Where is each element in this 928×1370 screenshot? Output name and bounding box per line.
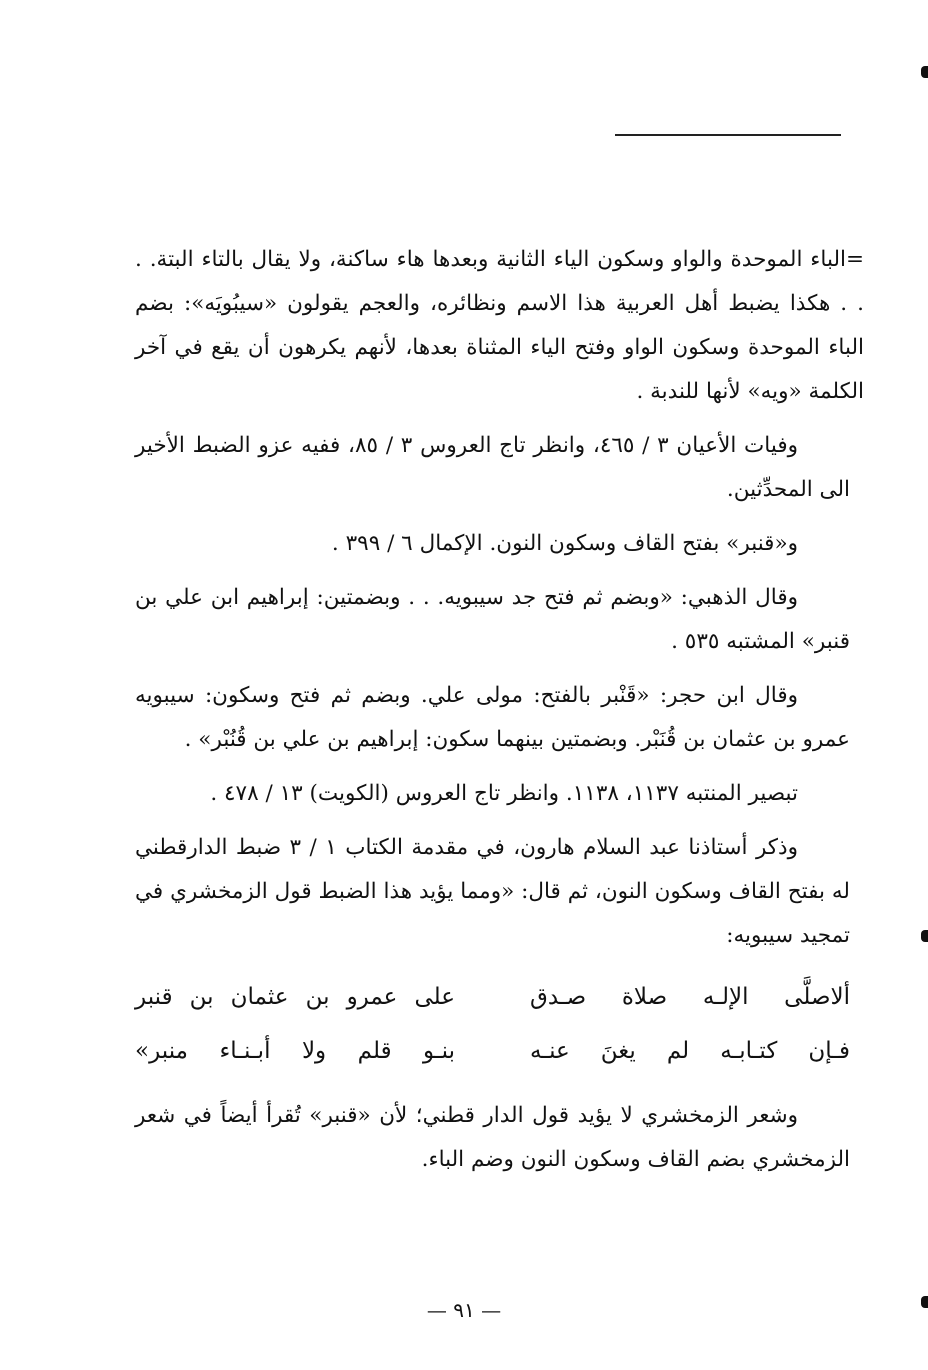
paragraph-continuation: =الباء الموحدة والواو وسكون الياء الثانية وبعدها هاء ساكنة، ولا يقال بالتاء البتة. . . . هكذا يضبط أهل العربية هذا الاسم ونظائره، والعجم يقولون «سيبُويَه»: بضم الباء الموحدة وسكون الواو وفتح الياء المثناة بعدها، لأنهم يكرهون أن يقع في آخر الكلمة «ويه» لأنها للندبة . bbox=[135, 247, 864, 404]
poem-hemistich-second: على عمرو بن عثمان بن قنبر bbox=[135, 984, 455, 1010]
poem-verse bbox=[135, 970, 850, 1024]
footnote-text bbox=[135, 238, 864, 1192]
poem-hemistich-second: بنـو قلم ولا أبـنـاء منبر» bbox=[135, 1038, 455, 1064]
poem-hemistich-first: فـإن كتـابـه لم يغنَ عنـه bbox=[530, 1038, 850, 1064]
poem-verse bbox=[135, 1024, 850, 1078]
paragraph-wafayat: وفيات الأعيان ٣ / ٤٦٥، وانظر تاج العروس ٣ / ٨٥، ففيه عزو الضبط الأخير الى المحدِّثين. bbox=[135, 433, 850, 502]
paragraph-qunbur: و«قنبر» بفتح القاف وسكون النون. الإكمال ٦ / ٣٩٩ . bbox=[331, 531, 798, 556]
margin-mark-middle bbox=[921, 930, 928, 942]
poem-hemistich-first: ألاصلَّى الإلـه صلاة صـدق bbox=[530, 984, 850, 1010]
paragraph-ibn-hajar: وقال ابن حجر: «قَنْبر بالفتح: مولى علي. وبضم ثم فتح وسكون: سيبويه عمرو بن عثمان بن قُنَبْر. وبضمتين بينهما سكون: إبراهيم بن علي بن قُنُبْر» . bbox=[135, 683, 850, 752]
paragraph-dhahabi: وقال الذهبي: «وبضم ثم فتح جد سيبويه. . . وبضمتين: إبراهيم ابن علي بن قنبر» المشتبه ٥٣٥ . bbox=[135, 585, 850, 654]
poem bbox=[135, 970, 850, 1078]
margin-mark-top bbox=[921, 66, 928, 78]
page-number: — ٩١ — bbox=[426, 1298, 502, 1322]
paragraph-harun: وذكر أستاذنا عبد السلام هارون، في مقدمة الكتاب ١ / ٣ ضبط الدارقطني له بفتح القاف وسكون النون، ثم قال: «ومما يؤيد هذا الضبط قول الزمخشري في تمجيد سيبويه: bbox=[135, 835, 850, 948]
paragraph-closing: وشعر الزمخشري لا يؤيد قول الدار قطني؛ لأن «قنبر» تُقرأ أيضاً في شعر الزمخشري بضم القاف وسكون النون وضم الباء. bbox=[135, 1103, 850, 1172]
footnote-separator-rule bbox=[615, 134, 841, 136]
paragraph-tabsir: تبصير المنتبه ١١٣٧، ١١٣٨. وانظر تاج العروس (الكويت) ١٣ / ٤٧٨ . bbox=[210, 781, 798, 806]
